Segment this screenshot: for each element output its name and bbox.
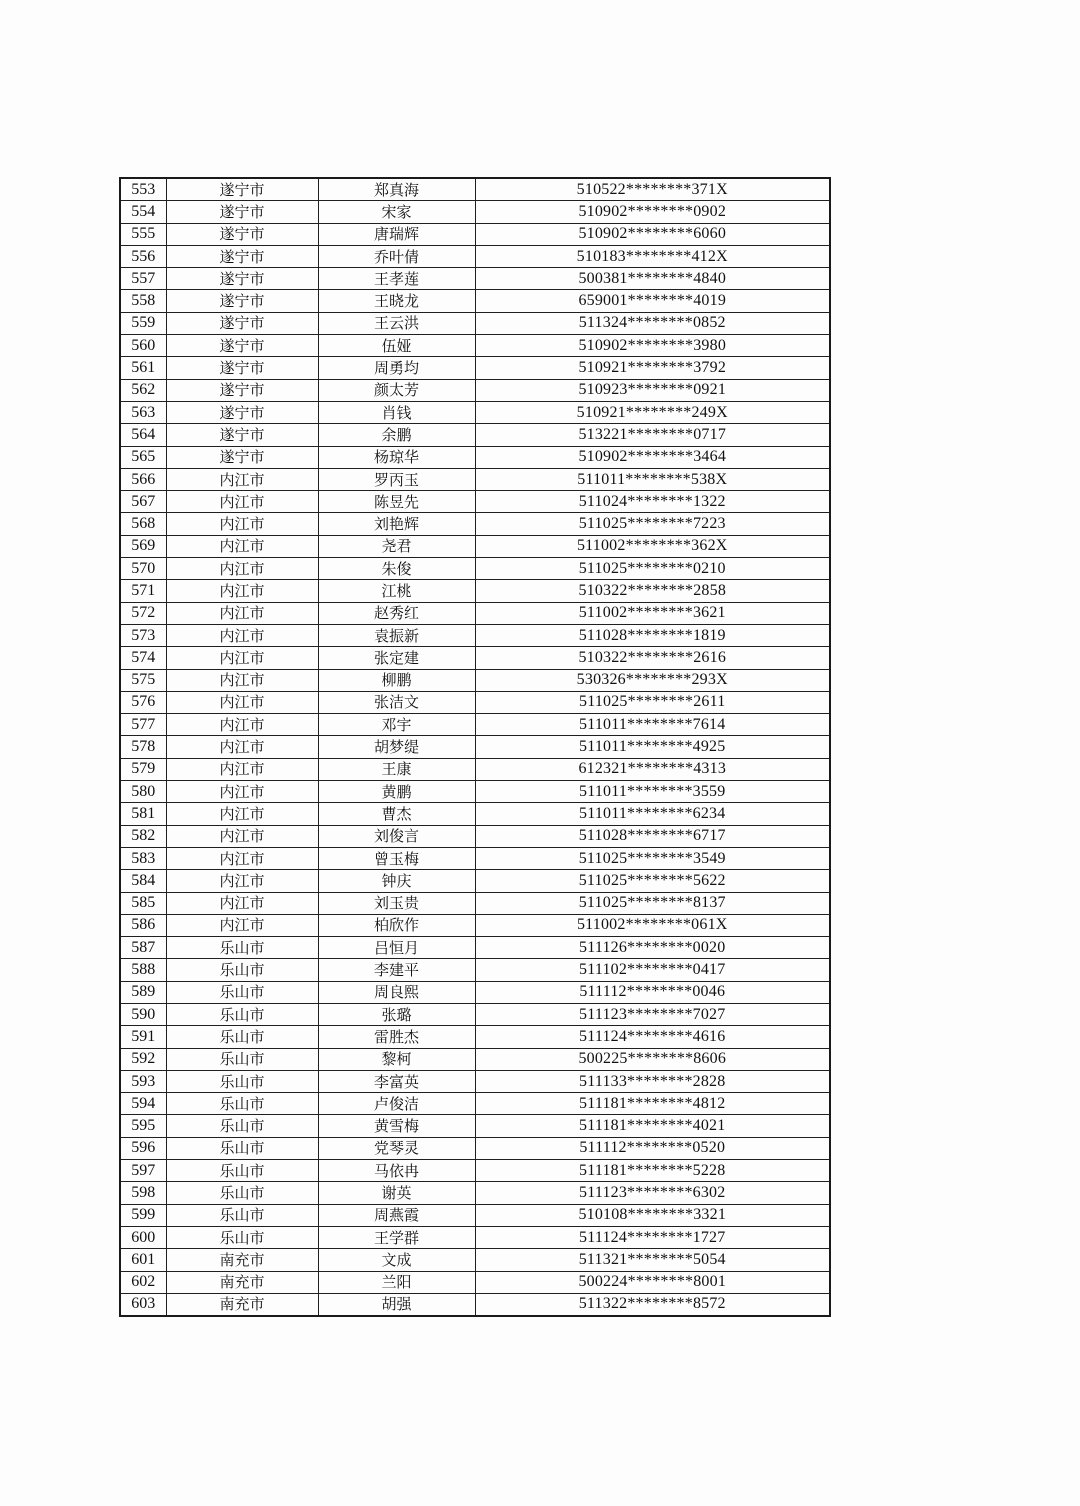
id-number-cell: 511025********0210 (475, 558, 830, 580)
id-number-cell: 510108********3321 (475, 1204, 830, 1226)
table-row (120, 223, 830, 245)
table-row (120, 758, 830, 780)
table-row (120, 669, 830, 691)
row-number-cell: 575 (120, 669, 166, 691)
name-cell: 刘玉贵 (318, 892, 475, 914)
table-row (120, 178, 830, 201)
table-row (120, 937, 830, 959)
table-row (120, 1182, 830, 1204)
id-number-cell: 511025********7223 (475, 513, 830, 535)
table-row (120, 1293, 830, 1316)
id-number-cell: 530326********293X (475, 669, 830, 691)
row-number-cell: 567 (120, 491, 166, 513)
table-row (120, 535, 830, 557)
id-number-cell: 511181********5228 (475, 1160, 830, 1182)
city-cell: 遂宁市 (166, 424, 318, 446)
table-row (120, 602, 830, 624)
id-number-cell: 510921********249X (475, 401, 830, 423)
id-number-cell: 511002********362X (475, 535, 830, 557)
row-number-cell: 597 (120, 1160, 166, 1182)
name-cell: 张定建 (318, 647, 475, 669)
id-number-cell: 510322********2616 (475, 647, 830, 669)
city-cell: 内江市 (166, 580, 318, 602)
name-cell: 曾玉梅 (318, 847, 475, 869)
row-number-cell: 555 (120, 223, 166, 245)
row-number-cell: 594 (120, 1093, 166, 1115)
name-cell: 赵秀红 (318, 602, 475, 624)
city-cell: 内江市 (166, 691, 318, 713)
table-row (120, 959, 830, 981)
row-number-cell: 593 (120, 1070, 166, 1092)
name-cell: 杨琼华 (318, 446, 475, 468)
name-cell: 李建平 (318, 959, 475, 981)
city-cell: 乐山市 (166, 1182, 318, 1204)
id-number-cell: 510902********3464 (475, 446, 830, 468)
row-number-cell: 600 (120, 1226, 166, 1248)
table-row (120, 892, 830, 914)
row-number-cell: 582 (120, 825, 166, 847)
name-cell: 吕恒月 (318, 937, 475, 959)
table-row (120, 781, 830, 803)
name-cell: 余鹏 (318, 424, 475, 446)
city-cell: 乐山市 (166, 1226, 318, 1248)
table-row (120, 1115, 830, 1137)
name-cell: 陈昱先 (318, 491, 475, 513)
id-number-cell: 500381********4840 (475, 268, 830, 290)
table-row (120, 1093, 830, 1115)
row-number-cell: 595 (120, 1115, 166, 1137)
row-number-cell: 596 (120, 1137, 166, 1159)
city-cell: 乐山市 (166, 1048, 318, 1070)
city-cell: 南充市 (166, 1249, 318, 1271)
name-cell: 曹杰 (318, 803, 475, 825)
name-cell: 胡梦缇 (318, 736, 475, 758)
row-number-cell: 556 (120, 245, 166, 267)
table-row (120, 401, 830, 423)
name-cell: 周勇均 (318, 357, 475, 379)
table-row (120, 736, 830, 758)
city-cell: 内江市 (166, 847, 318, 869)
row-number-cell: 568 (120, 513, 166, 535)
city-cell: 遂宁市 (166, 178, 318, 201)
name-cell: 张璐 (318, 1003, 475, 1025)
name-cell: 刘俊言 (318, 825, 475, 847)
table-row (120, 1003, 830, 1025)
city-cell: 内江市 (166, 892, 318, 914)
city-cell: 遂宁市 (166, 268, 318, 290)
name-cell: 颜太芳 (318, 379, 475, 401)
roster-table-container (119, 177, 829, 1317)
name-cell: 周燕霞 (318, 1204, 475, 1226)
name-cell: 王学群 (318, 1226, 475, 1248)
table-row (120, 714, 830, 736)
table-row (120, 424, 830, 446)
name-cell: 王康 (318, 758, 475, 780)
row-number-cell: 570 (120, 558, 166, 580)
row-number-cell: 580 (120, 781, 166, 803)
table-row (120, 357, 830, 379)
name-cell: 柏欣作 (318, 914, 475, 936)
table-row (120, 647, 830, 669)
table-row (120, 1070, 830, 1092)
id-number-cell: 511025********5622 (475, 870, 830, 892)
row-number-cell: 601 (120, 1249, 166, 1271)
row-number-cell: 589 (120, 981, 166, 1003)
id-number-cell: 511102********0417 (475, 959, 830, 981)
id-number-cell: 511025********2611 (475, 691, 830, 713)
table-row (120, 245, 830, 267)
name-cell: 李富英 (318, 1070, 475, 1092)
name-cell: 尧君 (318, 535, 475, 557)
row-number-cell: 585 (120, 892, 166, 914)
name-cell: 黎柯 (318, 1048, 475, 1070)
table-row (120, 825, 830, 847)
row-number-cell: 569 (120, 535, 166, 557)
id-number-cell: 612321********4313 (475, 758, 830, 780)
name-cell: 朱俊 (318, 558, 475, 580)
roster-table (119, 177, 831, 1317)
row-number-cell: 562 (120, 379, 166, 401)
id-number-cell: 511181********4021 (475, 1115, 830, 1137)
id-number-cell: 511124********4616 (475, 1026, 830, 1048)
name-cell: 郑真海 (318, 178, 475, 201)
table-row (120, 379, 830, 401)
row-number-cell: 566 (120, 468, 166, 490)
table-row (120, 1160, 830, 1182)
city-cell: 内江市 (166, 736, 318, 758)
city-cell: 内江市 (166, 870, 318, 892)
city-cell: 内江市 (166, 535, 318, 557)
name-cell: 张洁文 (318, 691, 475, 713)
row-number-cell: 572 (120, 602, 166, 624)
name-cell: 唐瑞辉 (318, 223, 475, 245)
city-cell: 内江市 (166, 513, 318, 535)
row-number-cell: 558 (120, 290, 166, 312)
name-cell: 黄鹏 (318, 781, 475, 803)
city-cell: 南充市 (166, 1271, 318, 1293)
city-cell: 乐山市 (166, 1026, 318, 1048)
name-cell: 罗丙玉 (318, 468, 475, 490)
city-cell: 乐山市 (166, 981, 318, 1003)
name-cell: 乔叶倩 (318, 245, 475, 267)
city-cell: 遂宁市 (166, 379, 318, 401)
id-number-cell: 500225********8606 (475, 1048, 830, 1070)
row-number-cell: 559 (120, 312, 166, 334)
row-number-cell: 590 (120, 1003, 166, 1025)
table-row (120, 981, 830, 1003)
city-cell: 乐山市 (166, 1115, 318, 1137)
city-cell: 遂宁市 (166, 245, 318, 267)
city-cell: 内江市 (166, 825, 318, 847)
id-number-cell: 510902********0902 (475, 201, 830, 223)
id-number-cell: 510522********371X (475, 178, 830, 201)
name-cell: 肖钱 (318, 401, 475, 423)
row-number-cell: 571 (120, 580, 166, 602)
row-number-cell: 557 (120, 268, 166, 290)
id-number-cell: 511025********8137 (475, 892, 830, 914)
name-cell: 袁振新 (318, 624, 475, 646)
city-cell: 内江市 (166, 914, 318, 936)
name-cell: 伍娅 (318, 335, 475, 357)
row-number-cell: 587 (120, 937, 166, 959)
id-number-cell: 511123********6302 (475, 1182, 830, 1204)
id-number-cell: 510921********3792 (475, 357, 830, 379)
city-cell: 内江市 (166, 602, 318, 624)
id-number-cell: 511028********6717 (475, 825, 830, 847)
row-number-cell: 577 (120, 714, 166, 736)
id-number-cell: 511002********3621 (475, 602, 830, 624)
city-cell: 乐山市 (166, 1093, 318, 1115)
name-cell: 王晓龙 (318, 290, 475, 312)
name-cell: 黄雪梅 (318, 1115, 475, 1137)
table-row (120, 803, 830, 825)
name-cell: 谢英 (318, 1182, 475, 1204)
city-cell: 内江市 (166, 781, 318, 803)
table-row (120, 446, 830, 468)
city-cell: 乐山市 (166, 1070, 318, 1092)
id-number-cell: 511124********1727 (475, 1226, 830, 1248)
city-cell: 遂宁市 (166, 201, 318, 223)
row-number-cell: 591 (120, 1026, 166, 1048)
table-row (120, 870, 830, 892)
table-row (120, 1048, 830, 1070)
row-number-cell: 576 (120, 691, 166, 713)
city-cell: 南充市 (166, 1293, 318, 1316)
table-row (120, 290, 830, 312)
row-number-cell: 581 (120, 803, 166, 825)
name-cell: 卢俊洁 (318, 1093, 475, 1115)
row-number-cell: 574 (120, 647, 166, 669)
id-number-cell: 511181********4812 (475, 1093, 830, 1115)
row-number-cell: 553 (120, 178, 166, 201)
row-number-cell: 586 (120, 914, 166, 936)
table-row (120, 1249, 830, 1271)
id-number-cell: 511324********0852 (475, 312, 830, 334)
name-cell: 邓宇 (318, 714, 475, 736)
name-cell: 党琴灵 (318, 1137, 475, 1159)
id-number-cell: 511133********2828 (475, 1070, 830, 1092)
city-cell: 内江市 (166, 624, 318, 646)
row-number-cell: 603 (120, 1293, 166, 1316)
id-number-cell: 511002********061X (475, 914, 830, 936)
id-number-cell: 511123********7027 (475, 1003, 830, 1025)
row-number-cell: 561 (120, 357, 166, 379)
table-row (120, 468, 830, 490)
table-row (120, 268, 830, 290)
city-cell: 遂宁市 (166, 223, 318, 245)
city-cell: 乐山市 (166, 937, 318, 959)
city-cell: 乐山市 (166, 1160, 318, 1182)
table-row (120, 513, 830, 535)
roster-table-body (120, 178, 830, 1316)
row-number-cell: 599 (120, 1204, 166, 1226)
city-cell: 遂宁市 (166, 290, 318, 312)
id-number-cell: 511011********6234 (475, 803, 830, 825)
name-cell: 江桃 (318, 580, 475, 602)
city-cell: 遂宁市 (166, 312, 318, 334)
city-cell: 内江市 (166, 669, 318, 691)
city-cell: 遂宁市 (166, 335, 318, 357)
id-number-cell: 510322********2858 (475, 580, 830, 602)
id-number-cell: 511112********0046 (475, 981, 830, 1003)
id-number-cell: 511025********3549 (475, 847, 830, 869)
name-cell: 周良熙 (318, 981, 475, 1003)
row-number-cell: 564 (120, 424, 166, 446)
name-cell: 雷胜杰 (318, 1026, 475, 1048)
row-number-cell: 573 (120, 624, 166, 646)
table-row (120, 201, 830, 223)
id-number-cell: 510183********412X (475, 245, 830, 267)
row-number-cell: 602 (120, 1271, 166, 1293)
row-number-cell: 588 (120, 959, 166, 981)
table-row (120, 1137, 830, 1159)
id-number-cell: 510902********3980 (475, 335, 830, 357)
name-cell: 兰阳 (318, 1271, 475, 1293)
table-row (120, 1026, 830, 1048)
id-number-cell: 511126********0020 (475, 937, 830, 959)
id-number-cell: 511024********1322 (475, 491, 830, 513)
row-number-cell: 584 (120, 870, 166, 892)
id-number-cell: 511322********8572 (475, 1293, 830, 1316)
city-cell: 遂宁市 (166, 446, 318, 468)
city-cell: 内江市 (166, 468, 318, 490)
id-number-cell: 511028********1819 (475, 624, 830, 646)
id-number-cell: 511011********7614 (475, 714, 830, 736)
city-cell: 乐山市 (166, 1137, 318, 1159)
row-number-cell: 563 (120, 401, 166, 423)
name-cell: 文成 (318, 1249, 475, 1271)
city-cell: 内江市 (166, 758, 318, 780)
table-row (120, 558, 830, 580)
id-number-cell: 659001********4019 (475, 290, 830, 312)
city-cell: 遂宁市 (166, 401, 318, 423)
row-number-cell: 560 (120, 335, 166, 357)
city-cell: 内江市 (166, 714, 318, 736)
city-cell: 内江市 (166, 491, 318, 513)
row-number-cell: 583 (120, 847, 166, 869)
id-number-cell: 511011********4925 (475, 736, 830, 758)
id-number-cell: 511011********3559 (475, 781, 830, 803)
name-cell: 马依冉 (318, 1160, 475, 1182)
row-number-cell: 598 (120, 1182, 166, 1204)
name-cell: 柳鹏 (318, 669, 475, 691)
table-row (120, 1226, 830, 1248)
table-row (120, 624, 830, 646)
id-number-cell: 511011********538X (475, 468, 830, 490)
id-number-cell: 500224********8001 (475, 1271, 830, 1293)
id-number-cell: 510923********0921 (475, 379, 830, 401)
table-row (120, 580, 830, 602)
table-row (120, 691, 830, 713)
table-row (120, 1204, 830, 1226)
table-row (120, 914, 830, 936)
city-cell: 内江市 (166, 803, 318, 825)
table-row (120, 847, 830, 869)
row-number-cell: 592 (120, 1048, 166, 1070)
name-cell: 王孝莲 (318, 268, 475, 290)
row-number-cell: 565 (120, 446, 166, 468)
city-cell: 乐山市 (166, 1204, 318, 1226)
row-number-cell: 578 (120, 736, 166, 758)
row-number-cell: 554 (120, 201, 166, 223)
table-row (120, 491, 830, 513)
row-number-cell: 579 (120, 758, 166, 780)
table-row (120, 335, 830, 357)
city-cell: 乐山市 (166, 959, 318, 981)
city-cell: 内江市 (166, 647, 318, 669)
name-cell: 胡强 (318, 1293, 475, 1316)
table-row (120, 312, 830, 334)
city-cell: 遂宁市 (166, 357, 318, 379)
id-number-cell: 513221********0717 (475, 424, 830, 446)
city-cell: 乐山市 (166, 1003, 318, 1025)
table-row (120, 1271, 830, 1293)
name-cell: 宋家 (318, 201, 475, 223)
name-cell: 刘艳辉 (318, 513, 475, 535)
id-number-cell: 510902********6060 (475, 223, 830, 245)
name-cell: 钟庆 (318, 870, 475, 892)
id-number-cell: 511321********5054 (475, 1249, 830, 1271)
id-number-cell: 511112********0520 (475, 1137, 830, 1159)
name-cell: 王云洪 (318, 312, 475, 334)
city-cell: 内江市 (166, 558, 318, 580)
